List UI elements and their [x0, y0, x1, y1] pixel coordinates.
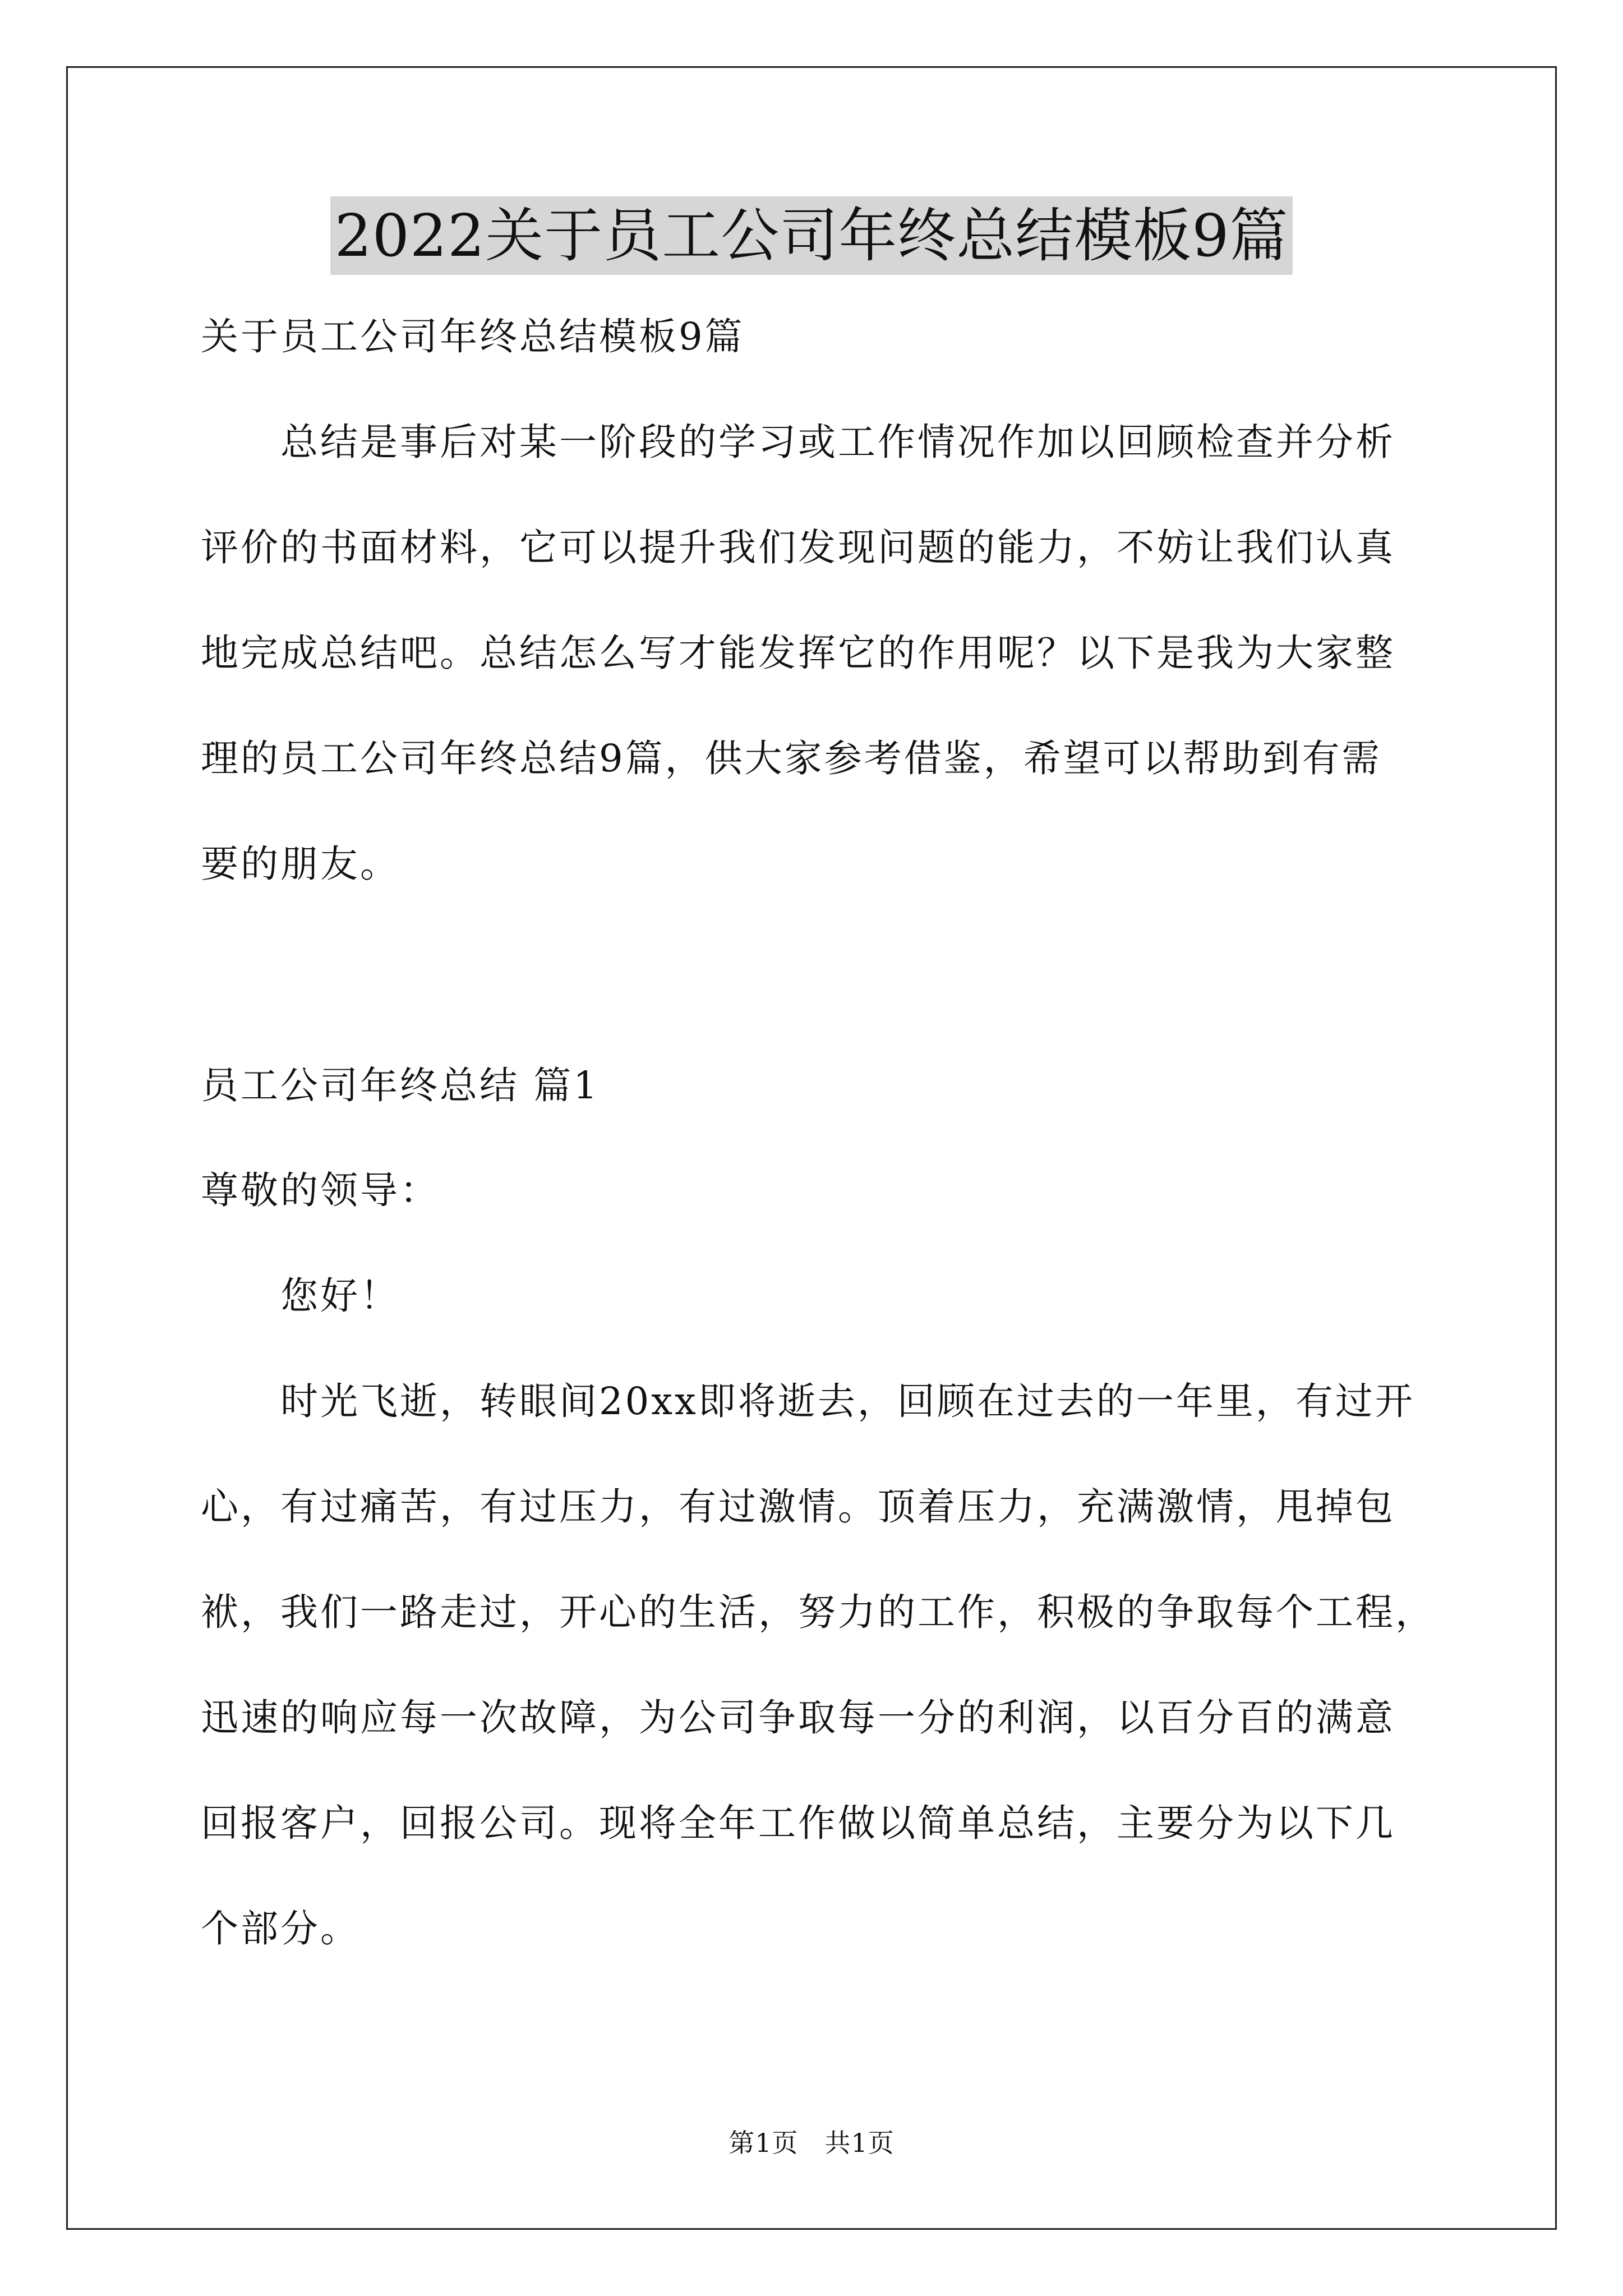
paragraph-line: 理的员工公司年终总结9篇，供大家参考借鉴，希望可以帮助到有需	[201, 737, 1382, 780]
greeting-line: 您好！	[280, 1274, 400, 1318]
page-footer: 第1页 共1页	[728, 2128, 895, 2158]
paragraph-line: 迅速的响应每一次故障，为公司争取每一分的利润，以百分百的满意	[201, 1696, 1395, 1740]
paragraph-line: 个部分。	[201, 1907, 360, 1950]
document-title: 2022关于员工公司年终总结模板9篇	[330, 196, 1293, 275]
paragraph-line: 总结是事后对某一阶段的学习或工作情况作加以回顾检查并分析	[280, 420, 1395, 464]
subtitle-line: 关于员工公司年终总结模板9篇	[201, 315, 745, 358]
salutation-line: 尊敬的领导：	[201, 1168, 440, 1212]
paragraph-line: 回报客户，回报公司。现将全年工作做以简单总结，主要分为以下几	[201, 1801, 1395, 1845]
paragraph-line: 袱，我们一路走过，开心的生活，努力的工作，积极的争取每个工程，	[201, 1590, 1435, 1634]
section-heading: 员工公司年终总结 篇1	[201, 1064, 600, 1107]
paragraph-line: 心，有过痛苦，有过压力，有过激情。顶着压力，充满激情，甩掉包	[201, 1485, 1395, 1529]
paragraph-line: 评价的书面材料，它可以提升我们发现问题的能力，不妨让我们认真	[201, 526, 1395, 569]
title-container	[0, 196, 1623, 275]
paragraph-line: 要的朋友。	[201, 842, 400, 886]
paragraph-line: 时光飞逝，转眼间20xx即将逝去，回顾在过去的一年里，有过开	[280, 1379, 1415, 1423]
paragraph-line: 地完成总结吧。总结怎么写才能发挥它的作用呢？以下是我为大家整	[201, 631, 1395, 675]
